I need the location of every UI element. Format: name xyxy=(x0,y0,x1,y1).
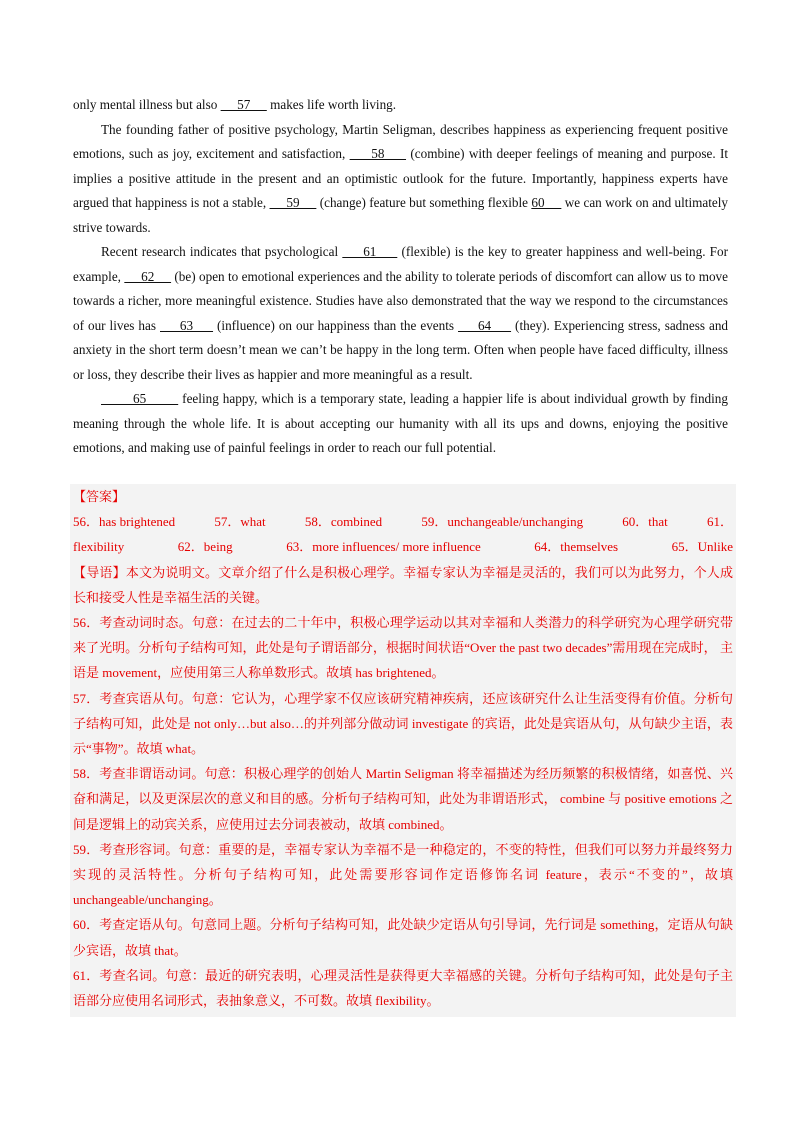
answer-65: 65．Unlike xyxy=(671,539,733,555)
blank-59: 59 xyxy=(269,195,317,210)
text-run: makes life worth living. xyxy=(266,97,397,112)
passage-paragraph-3 xyxy=(73,387,728,461)
text-run: The founding father of positive psychology, Martin Seligman, describes happiness as experiencing frequent positive emotions, such as joy, excitement and satisfaction, xyxy=(73,121,728,161)
blank-62: 62 xyxy=(124,268,172,284)
answer-58: 58．combined xyxy=(304,514,383,530)
answer-61-number: 61． xyxy=(706,514,733,530)
blank-65: 65 xyxy=(101,391,179,406)
blank-60: 60 xyxy=(531,195,562,210)
passage-paragraph-2 xyxy=(73,240,728,387)
blank-64: 64 xyxy=(458,317,512,333)
blank-58: 58 xyxy=(349,146,407,161)
answer-row-2 xyxy=(73,534,733,559)
passage-line-0 xyxy=(73,93,728,118)
text-run: only mental illness but also xyxy=(73,97,221,112)
text-run: Recent research indicates that psychological xyxy=(101,244,343,259)
explanation-60: 60．考查定语从句。句意同上题。分析句子结构可知，此处缺少定语从句引导词，先行词是 something，定语从句缺少宾语，故填 that。 xyxy=(73,917,733,958)
guide-text: 【导语】本文为说明文。文章介绍了什么是积极心理学。幸福专家认为幸福是灵活的，我们可以为此努力，个人成长和接受人性是幸福生活的关键。 xyxy=(73,564,733,605)
answer-63: 63．more influences/ more influence xyxy=(286,539,481,555)
blank-61: 61 xyxy=(342,244,398,259)
answer-60: 60．that xyxy=(622,514,668,530)
text-run: (change) feature but something flexible xyxy=(316,195,532,210)
text-run: (influence) on our happiness than the events xyxy=(213,317,459,333)
answer-heading: 【答案】 xyxy=(73,489,126,504)
blank-57: 57 xyxy=(220,97,267,112)
answer-row-1 xyxy=(73,509,733,534)
answer-62: 62．being xyxy=(177,539,233,555)
explanation-59: 59．考查形容词。句意：重要的是，幸福专家认为幸福不是一种稳定的，不变的特性，但我们可以努力并最终努力实现的灵活特性。分析句子结构可知，此处需要形容词作定语修饰名词 feature，表示“不变的”，故填 unchangeable/unchanging。 xyxy=(73,841,733,908)
answer-section xyxy=(70,484,736,1017)
answer-56: 56．has brightened xyxy=(73,514,176,530)
text-run: (be) open to emotional experiences and the ability to tolerate periods of discomfort can allow us to move towards a richer, more meaningful existence. Studies have also demonstrated that the way we respond to the circumstances of our lives has xyxy=(73,268,729,333)
answer-59: 59．unchangeable/unchanging xyxy=(421,514,584,530)
explanation-56: 56．考查动词时态。句意：在过去的二十年中，积极心理学运动以其对幸福和人类潜力的科学研究为心理学研究带来了光明。分析句子结构可知，此处是句子谓语部分，根据时间状语“Over the past two decades”需用现在完成时， 主语是 movement，应使用第三人称单数形式。故填 has brightened。 xyxy=(73,615,733,681)
answer-57: 57．what xyxy=(214,514,266,530)
explanation-57: 57．考查宾语从句。句意：它认为，心理学家不仅应该研究精神疾病，还应该研究什么让生活变得有价值。分析句子结构可知，此处是 not only…but also…的并列部分做动词 investigate 的宾语，此处是宾语从句，从句缺少主语，表示“事物”。故填 what。 xyxy=(73,690,733,757)
explanation-58: 58．考查非谓语动词。句意：积极心理学的创始人 Martin Seligman 将幸福描述为经历频繁的积极情绪，如喜悦、兴奋和满足，以及更深层次的意义和目的感。分析句子结构可知，此处为非谓语形式， combine 与 positive emotions 之间是逻辑上的动宾关系，应使用过去分词表被动，故填 combined。 xyxy=(73,766,733,832)
blank-63: 63 xyxy=(160,317,214,333)
text-run: (combine) with deeper feelings of meaning and purpose. It implies a positive attitude in the present and an optimistic outlook for the future. Importantly, happiness experts have argued that happiness is not a stable, xyxy=(73,146,728,210)
explanation-61: 61．考查名词。句意：最近的研究表明，心理灵活性是获得更大幸福感的关键。分析句子结构可知，此处是句子主语部分应使用名词形式，表抽象意义，不可数。故填 flexibility。 xyxy=(73,967,733,1009)
answer-61: flexibility xyxy=(73,539,125,555)
text-run: (flexible) is the key to greater happiness and well-being. For example, xyxy=(73,244,728,284)
answer-64: 64．themselves xyxy=(534,539,619,555)
reading-passage xyxy=(73,93,728,461)
text-run: we can work on and ultimately strive towards. xyxy=(73,195,729,235)
passage-paragraph-1 xyxy=(73,118,728,241)
text-run: (they). Experiencing stress, sadness and anxiety in the short term doesn’t mean we can’t be happy in the long term. Often when people have faced difficulty, illness or loss, they describe their lives as happier and more meaningful as a result. xyxy=(73,317,729,382)
text-run: feeling happy, which is a temporary state, leading a happier life is about individual growth by finding meaning through the whole life. It is about accepting our humanity with all its ups and downs, enjoying the positive emotions, and making use of painful feelings in order to reach our full potential. xyxy=(73,391,728,455)
